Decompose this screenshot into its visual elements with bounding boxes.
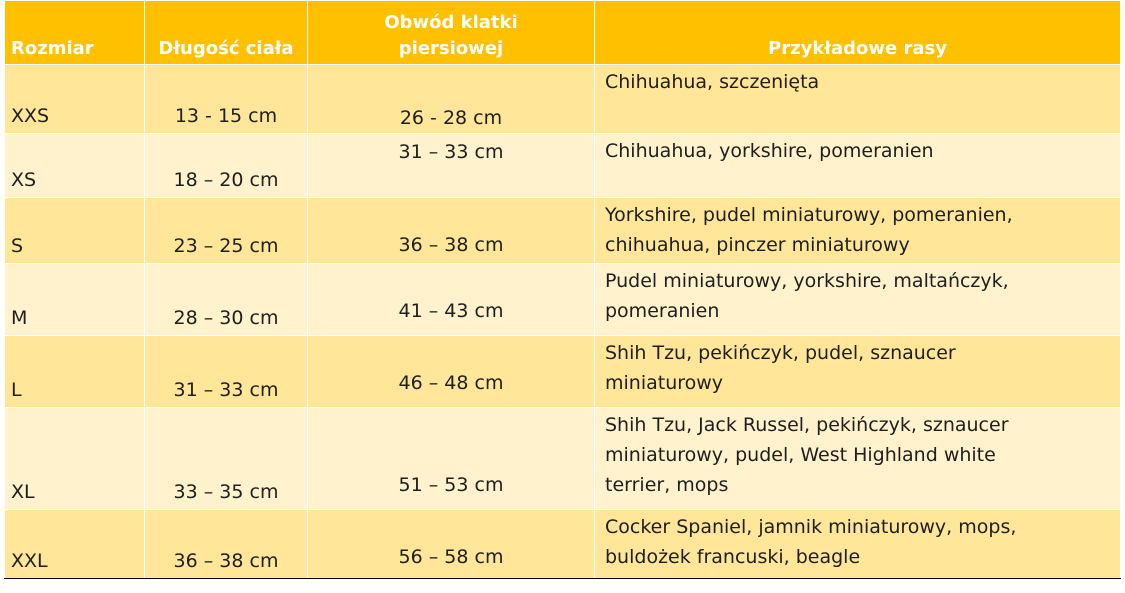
cell-chest-girth: 51 – 53 cm: [308, 408, 595, 510]
cell-chest-girth: 46 – 48 cm: [308, 336, 595, 408]
cell-breeds: Chihuahua, yorkshire, pomeranien: [595, 134, 1121, 198]
cell-breeds-line: Shih Tzu, pekińczyk, pudel, sznaucer: [605, 342, 956, 364]
cell-body-length: 31 – 33 cm: [145, 336, 308, 408]
cell-chest-girth: 36 – 38 cm: [308, 198, 595, 264]
header-chest-girth: [308, 1, 595, 65]
table-body: [5, 65, 1121, 579]
cell-size: XS: [5, 134, 145, 198]
cell-breeds: [595, 408, 1121, 510]
cell-breeds-line: miniaturowy: [605, 372, 724, 394]
cell-size: XL: [5, 408, 145, 510]
cell-size: M: [5, 264, 145, 336]
table-row: [5, 264, 1121, 336]
cell-breeds-line: chihuahua, pinczer miniaturowy: [605, 234, 910, 256]
cell-body-length: 28 – 30 cm: [145, 264, 308, 336]
cell-body-length: 36 – 38 cm: [145, 510, 308, 579]
cell-breeds-line: Cocker Spaniel, jamnik miniaturowy, mops,: [605, 516, 1017, 538]
header-chest-girth-line1: Obwód klatki: [384, 12, 518, 33]
header-size: Rozmiar: [5, 1, 145, 65]
table-row: [5, 336, 1121, 408]
cell-size: L: [5, 336, 145, 408]
cell-chest-girth: 26 - 28 cm: [308, 65, 595, 134]
cell-size: S: [5, 198, 145, 264]
cell-breeds: Chihuahua, szczenięta: [595, 65, 1121, 134]
size-chart-table: [4, 0, 1121, 579]
cell-chest-girth: 41 – 43 cm: [308, 264, 595, 336]
cell-breeds-line: buldożek francuski, beagle: [605, 546, 861, 568]
cell-chest-girth: 31 – 33 cm: [308, 134, 595, 198]
table-row: [5, 408, 1121, 510]
cell-breeds: [595, 264, 1121, 336]
cell-breeds-line: terrier, mops: [605, 474, 729, 496]
table-row: [5, 510, 1121, 579]
header-breeds: Przykładowe rasy: [595, 1, 1121, 65]
cell-chest-girth: 56 – 58 cm: [308, 510, 595, 579]
cell-body-length: 33 – 35 cm: [145, 408, 308, 510]
cell-body-length: 18 – 20 cm: [145, 134, 308, 198]
cell-breeds-line: miniaturowy, pudel, West Highland white: [605, 444, 996, 466]
table-row: [5, 134, 1121, 198]
cell-body-length: 23 – 25 cm: [145, 198, 308, 264]
header-row: [5, 1, 1121, 65]
cell-size: XXL: [5, 510, 145, 579]
cell-size: XXS: [5, 65, 145, 134]
cell-breeds: [595, 198, 1121, 264]
table-header: [5, 1, 1121, 65]
header-chest-girth-line2: piersiowej: [398, 38, 504, 59]
header-body-length: Długość ciała: [145, 1, 308, 65]
cell-breeds-line: pomeranien: [605, 300, 720, 322]
table-row: [5, 65, 1121, 134]
cell-breeds: [595, 510, 1121, 579]
cell-body-length: 13 - 15 cm: [145, 65, 308, 134]
cell-breeds-line: Yorkshire, pudel miniaturowy, pomeranien,: [605, 204, 1013, 226]
cell-breeds-line: Shih Tzu, Jack Russel, pekińczyk, sznaucer: [605, 414, 1009, 436]
table-row: [5, 198, 1121, 264]
cell-breeds: [595, 336, 1121, 408]
cell-breeds-line: Pudel miniaturowy, yorkshire, maltańczyk,: [605, 270, 1009, 292]
